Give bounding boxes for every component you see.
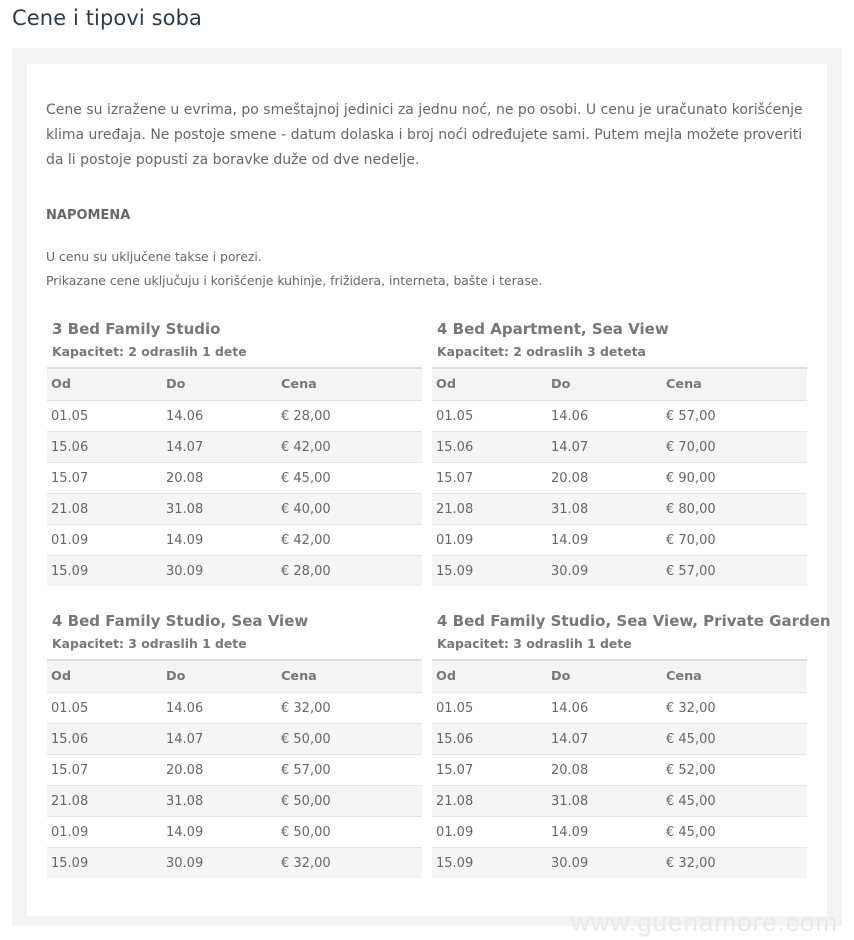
- column-header: Cena: [277, 368, 422, 401]
- table-row: [47, 786, 422, 817]
- table-header-row: [432, 660, 807, 693]
- table-cell: € 45,00: [662, 786, 807, 817]
- table-cell: € 32,00: [662, 848, 807, 879]
- table-cell: 31.08: [547, 786, 662, 817]
- table-row: [47, 693, 422, 724]
- table-cell: € 57,00: [277, 755, 422, 786]
- table-cell: 31.08: [162, 786, 277, 817]
- note-line: U cenu su uključene takse i porezi.: [46, 249, 262, 264]
- table-cell: 14.06: [547, 693, 662, 724]
- table-cell: 01.09: [432, 817, 547, 848]
- table-cell: € 45,00: [277, 463, 422, 494]
- table-cell: € 32,00: [662, 693, 807, 724]
- table-cell: 30.09: [162, 848, 277, 879]
- table-row: [432, 693, 807, 724]
- table-row: [432, 556, 807, 587]
- table-cell: 15.09: [47, 848, 162, 879]
- table-cell: 14.09: [162, 817, 277, 848]
- table-cell: 14.09: [162, 525, 277, 556]
- watermark: www.guenamore.com: [571, 907, 838, 937]
- table-cell: 15.07: [432, 755, 547, 786]
- note-heading: NAPOMENA: [46, 208, 131, 223]
- table-row: [432, 432, 807, 463]
- table-cell: € 45,00: [662, 724, 807, 755]
- content-card: [27, 64, 831, 916]
- table-cell: 15.07: [47, 755, 162, 786]
- page-title: Cene i tipovi soba: [12, 6, 202, 30]
- intro-text: Cene su izražene u evrima, po smeštajnoj jedinici za jednu noć, ne po osobi. U cenu je uračunato korišćenje klima uređaja. Ne postoje smene - datum dolaska i broj noći određujete sami. Putem mejla možete proveriti da li postoje popusti za boravke duže od dve nedelje.: [46, 102, 803, 168]
- table-cell: 14.09: [547, 525, 662, 556]
- table-row: [47, 463, 422, 494]
- table-cell: € 80,00: [662, 494, 807, 525]
- table-cell: 20.08: [547, 755, 662, 786]
- table-cell: 15.06: [47, 432, 162, 463]
- column-header: Od: [432, 368, 547, 401]
- table-header-row: [47, 368, 422, 401]
- table-cell: 31.08: [547, 494, 662, 525]
- room-title: 4 Bed Family Studio, Sea View, Private Garden: [437, 612, 831, 630]
- table-cell: 21.08: [47, 786, 162, 817]
- table-cell: 14.06: [162, 401, 277, 432]
- table-row: [47, 432, 422, 463]
- table-row: [47, 848, 422, 879]
- table-cell: 14.07: [162, 724, 277, 755]
- table-cell: 15.06: [47, 724, 162, 755]
- table-cell: 20.08: [547, 463, 662, 494]
- price-table: [47, 367, 422, 586]
- table-cell: 31.08: [162, 494, 277, 525]
- table-row: [47, 556, 422, 587]
- table-cell: € 45,00: [662, 817, 807, 848]
- table-cell: 01.09: [432, 525, 547, 556]
- column-header: Od: [47, 368, 162, 401]
- table-cell: € 28,00: [277, 556, 422, 587]
- table-cell: 21.08: [432, 494, 547, 525]
- table-cell: 15.09: [432, 556, 547, 587]
- price-table: [432, 659, 807, 878]
- column-header: Do: [547, 660, 662, 693]
- room-title: 4 Bed Apartment, Sea View: [437, 320, 669, 338]
- table-cell: € 32,00: [277, 848, 422, 879]
- room-capacity: Kapacitet: 3 odraslih 1 dete: [437, 636, 632, 651]
- table-cell: 15.09: [432, 848, 547, 879]
- table-cell: 15.06: [432, 724, 547, 755]
- table-row: [432, 401, 807, 432]
- table-row: [432, 525, 807, 556]
- table-cell: € 70,00: [662, 525, 807, 556]
- table-cell: 30.09: [547, 556, 662, 587]
- table-row: [432, 494, 807, 525]
- table-header-row: [432, 368, 807, 401]
- table-cell: 14.07: [547, 724, 662, 755]
- table-row: [47, 755, 422, 786]
- table-cell: 01.05: [47, 401, 162, 432]
- table-row: [47, 817, 422, 848]
- table-row: [432, 463, 807, 494]
- room-title: 4 Bed Family Studio, Sea View: [52, 612, 309, 630]
- table-cell: € 40,00: [277, 494, 422, 525]
- table-cell: 14.07: [547, 432, 662, 463]
- column-header: Do: [547, 368, 662, 401]
- table-cell: 14.07: [162, 432, 277, 463]
- table-cell: 01.09: [47, 525, 162, 556]
- table-cell: € 42,00: [277, 432, 422, 463]
- table-row: [47, 525, 422, 556]
- table-row: [432, 724, 807, 755]
- room-capacity: Kapacitet: 2 odraslih 1 dete: [52, 344, 247, 359]
- column-header: Do: [162, 368, 277, 401]
- table-cell: 15.06: [432, 432, 547, 463]
- table-cell: 01.09: [47, 817, 162, 848]
- price-table: [47, 659, 422, 878]
- table-cell: 14.06: [162, 693, 277, 724]
- column-header: Cena: [662, 368, 807, 401]
- table-row: [432, 848, 807, 879]
- content-frame: [12, 48, 842, 926]
- column-header: Od: [47, 660, 162, 693]
- table-cell: € 50,00: [277, 786, 422, 817]
- table-cell: € 90,00: [662, 463, 807, 494]
- column-header: Cena: [662, 660, 807, 693]
- table-cell: 01.05: [432, 401, 547, 432]
- table-cell: 01.05: [47, 693, 162, 724]
- table-row: [432, 786, 807, 817]
- room-title: 3 Bed Family Studio: [52, 320, 221, 338]
- table-cell: 15.07: [432, 463, 547, 494]
- table-row: [432, 755, 807, 786]
- column-header: Do: [162, 660, 277, 693]
- room-capacity: Kapacitet: 2 odraslih 3 deteta: [437, 344, 646, 359]
- column-header: Cena: [277, 660, 422, 693]
- table-cell: € 57,00: [662, 401, 807, 432]
- table-row: [47, 494, 422, 525]
- table-cell: 30.09: [162, 556, 277, 587]
- column-header: Od: [432, 660, 547, 693]
- table-cell: € 50,00: [277, 817, 422, 848]
- table-cell: € 42,00: [277, 525, 422, 556]
- table-row: [432, 817, 807, 848]
- table-cell: € 28,00: [277, 401, 422, 432]
- note-line: Prikazane cene uključuju i korišćenje kuhinje, frižidera, interneta, bašte i terase.: [46, 273, 543, 288]
- price-table: [432, 367, 807, 586]
- table-cell: 15.07: [47, 463, 162, 494]
- table-cell: € 57,00: [662, 556, 807, 587]
- table-cell: € 52,00: [662, 755, 807, 786]
- table-header-row: [47, 660, 422, 693]
- table-cell: 30.09: [547, 848, 662, 879]
- table-cell: 20.08: [162, 755, 277, 786]
- table-cell: 14.09: [547, 817, 662, 848]
- table-cell: 01.05: [432, 693, 547, 724]
- table-cell: 21.08: [47, 494, 162, 525]
- table-cell: 15.09: [47, 556, 162, 587]
- table-cell: € 50,00: [277, 724, 422, 755]
- table-cell: € 70,00: [662, 432, 807, 463]
- table-row: [47, 401, 422, 432]
- table-cell: 21.08: [432, 786, 547, 817]
- room-capacity: Kapacitet: 3 odraslih 1 dete: [52, 636, 247, 651]
- table-cell: 14.06: [547, 401, 662, 432]
- table-row: [47, 724, 422, 755]
- table-cell: € 32,00: [277, 693, 422, 724]
- table-cell: 20.08: [162, 463, 277, 494]
